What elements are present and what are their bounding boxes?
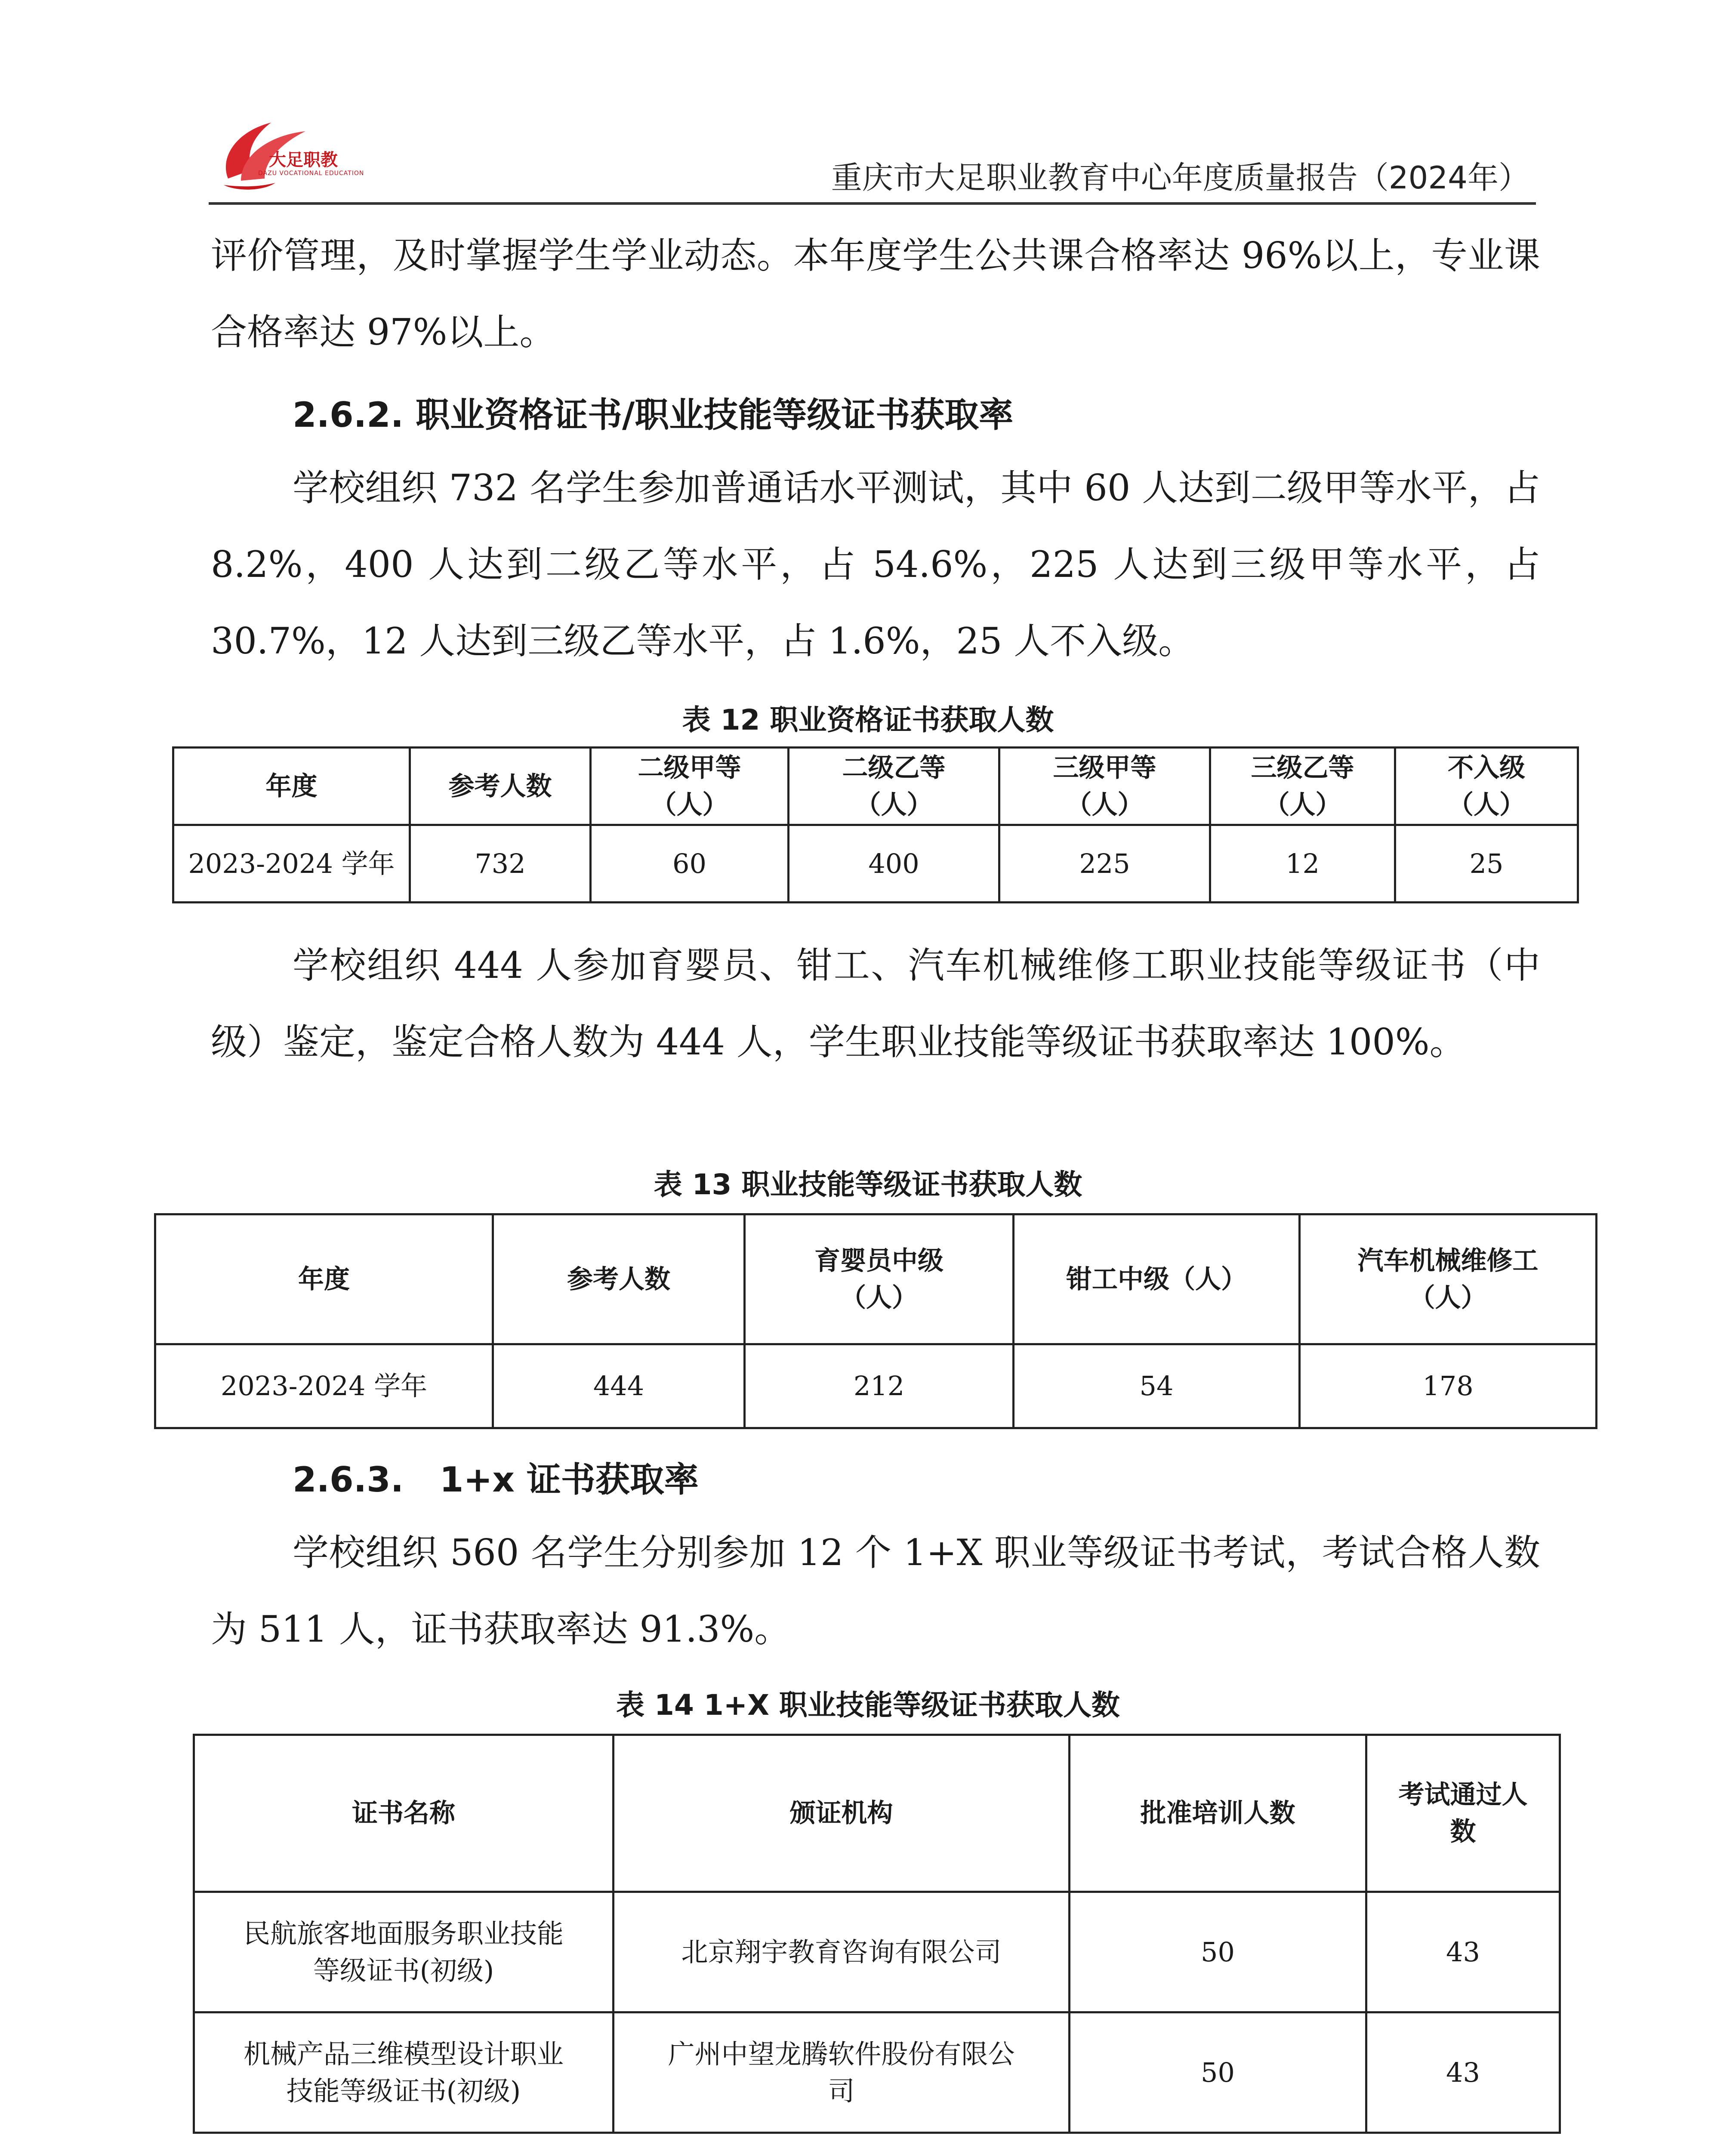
table-12-caption: 表 12 职业资格证书获取人数 <box>682 703 1054 737</box>
table-cell: 444 <box>493 1344 745 1428</box>
table-cell: 54 <box>1014 1344 1300 1428</box>
header-cell: 考试通过人 数 <box>1366 1735 1560 1892</box>
header-cell: 颁证机构 <box>614 1735 1070 1892</box>
header-cell: 年度 <box>173 748 410 825</box>
paragraph-text: 学校组织 560 名学生分别参加 12 个 1+X 职业等级证书考试，考试合格人数为 511 人，证书获取率达 91.3%。 <box>211 1532 1540 1650</box>
section-heading-2-6-3: 2.6.3. 1+x 证书获取率 <box>293 1460 699 1500</box>
table-13 <box>154 1213 1597 1429</box>
header-cell: 汽车机械维修工 （人） <box>1300 1214 1597 1344</box>
header-cell: 不入级 （人） <box>1395 748 1578 825</box>
table-header-row <box>173 748 1578 825</box>
header-cell: 参考人数 <box>410 748 591 825</box>
report-header-title: 重庆市大足职业教育中心年度质量报告（2024年） <box>831 160 1529 196</box>
table-cell: 50 <box>1070 1892 1366 2012</box>
table-cell: 400 <box>789 825 999 903</box>
table-cell: 732 <box>410 825 591 903</box>
section-heading-2-6-2: 2.6.2. 职业资格证书/职业技能等级证书获取率 <box>293 395 1014 435</box>
paragraph-text: 学校组织 444 人参加育婴员、钳工、汽车机械维修工职业技能等级证书（中级）鉴定，鉴定合格人数为 444 人，学生职业技能等级证书获取率达 100%。 <box>211 944 1540 1063</box>
table-header-row <box>194 1735 1560 1892</box>
header-cell: 批准培训人数 <box>1070 1735 1366 1892</box>
header-cell: 三级乙等 （人） <box>1210 748 1395 825</box>
table-cell: 北京翔宇教育咨询有限公司 <box>614 1892 1070 2012</box>
paragraph-pass-rate <box>211 217 1540 370</box>
table-14 <box>193 1734 1561 2134</box>
table-row <box>155 1344 1597 1428</box>
table-cell: 广州中望龙腾软件股份有限公 司 <box>614 2012 1070 2133</box>
table-cell: 43 <box>1366 1892 1560 2012</box>
table-cell: 60 <box>591 825 789 903</box>
paragraph-putonghua-test <box>211 450 1540 679</box>
header-cell: 三级甲等 （人） <box>999 748 1210 825</box>
header-cell: 证书名称 <box>194 1735 614 1892</box>
header-divider <box>209 202 1536 205</box>
table-cell: 178 <box>1300 1344 1597 1428</box>
table-row <box>194 1892 1560 2012</box>
table-cell: 25 <box>1395 825 1578 903</box>
table-cell: 50 <box>1070 2012 1366 2133</box>
header-cell: 育婴员中级 （人） <box>745 1214 1014 1344</box>
table-cell: 2023-2024 学年 <box>173 825 410 903</box>
header-cell: 年度 <box>155 1214 493 1344</box>
table-cell: 225 <box>999 825 1210 903</box>
logo-subtext: DAZU VOCATIONAL EDUCATION <box>258 170 364 177</box>
logo-text: 大足职教 <box>269 150 338 170</box>
paragraph-1x-cert <box>211 1514 1540 1667</box>
table-header-row <box>155 1214 1597 1344</box>
table-cell: 212 <box>745 1344 1014 1428</box>
paragraph-skill-cert <box>211 927 1540 1080</box>
table-cell: 43 <box>1366 2012 1560 2133</box>
table-row <box>173 825 1578 903</box>
table-12 <box>172 746 1579 903</box>
table-cell: 民航旅客地面服务职业技能 等级证书(初级) <box>194 1892 614 2012</box>
school-logo <box>211 105 366 204</box>
table-13-caption: 表 13 职业技能等级证书获取人数 <box>654 1168 1082 1201</box>
header-cell: 钳工中级（人） <box>1014 1214 1300 1344</box>
header-cell: 二级甲等 （人） <box>591 748 789 825</box>
table-cell: 2023-2024 学年 <box>155 1344 493 1428</box>
table-cell: 机械产品三维模型设计职业 技能等级证书(初级) <box>194 2012 614 2133</box>
table-row <box>194 2012 1560 2133</box>
table-14-caption: 表 14 1+X 职业技能等级证书获取人数 <box>616 1689 1120 1722</box>
header-cell: 参考人数 <box>493 1214 745 1344</box>
header-cell: 二级乙等 （人） <box>789 748 999 825</box>
paragraph-text: 学校组织 732 名学生参加普通话水平测试，其中 60 人达到二级甲等水平，占 8.2%，400 人达到二级乙等水平，占 54.6%，225 人达到三级甲等水平，占 30.7%，12 人达到三级乙等水平，占 1.6%，25 人不入级。 <box>211 467 1540 662</box>
paragraph-text: 评价管理，及时掌握学生学业动态。本年度学生公共课合格率达 96%以上，专业课合格率达 97%以上。 <box>211 234 1540 353</box>
table-cell: 12 <box>1210 825 1395 903</box>
